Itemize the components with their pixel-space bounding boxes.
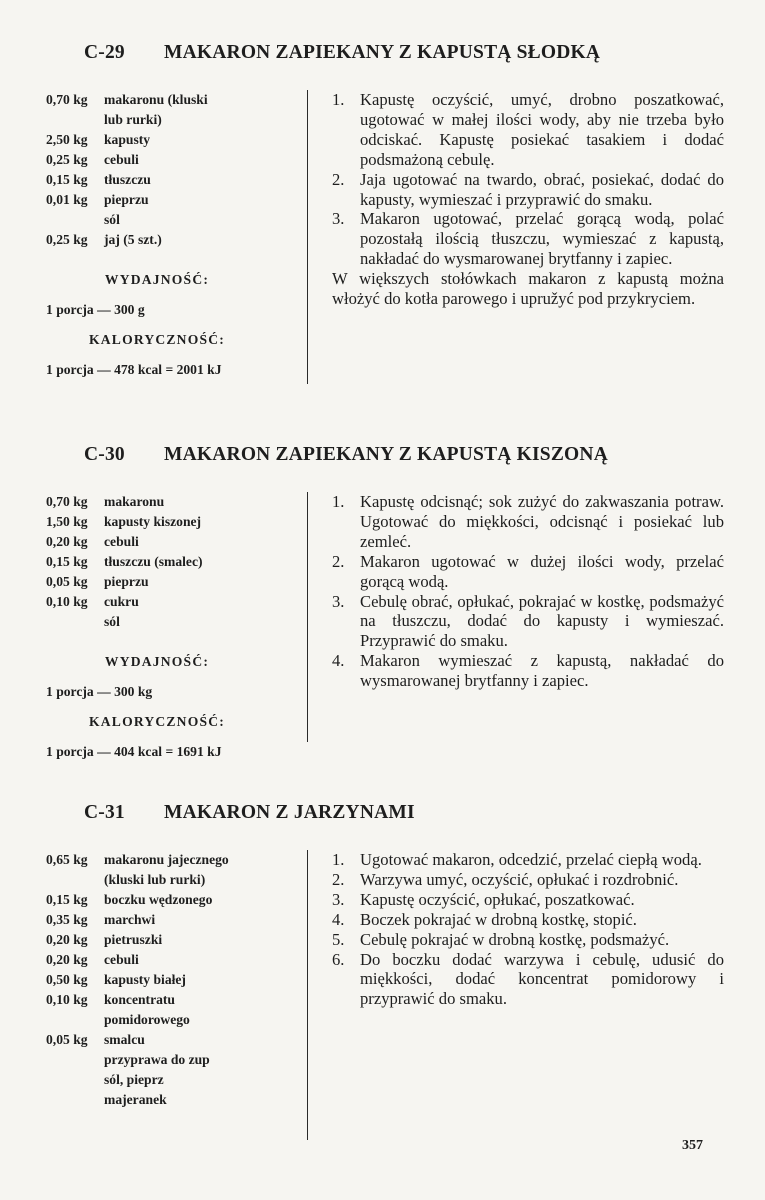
ingredient-name: marchwi xyxy=(104,912,156,927)
ingredient-row xyxy=(46,910,296,930)
step-text: Cebulę obrać, opłukać, pokrajać w kostkę, podsmażyć na tłuszczu, dodać do kapusty i wymieszać. Przyprawić do smaku. xyxy=(360,591,724,651)
ingredient-row xyxy=(46,572,296,592)
recipe-code: C-31 xyxy=(84,802,125,823)
ingredient-row xyxy=(46,230,296,250)
ingredient-quantity: 0,65 kg xyxy=(46,852,88,867)
ingredient-row xyxy=(46,110,296,130)
ingredient-quantity: 0,70 kg xyxy=(46,494,88,509)
ingredient-quantity: 0,15 kg xyxy=(46,554,88,569)
step-number: 2. xyxy=(332,869,345,889)
recipe-title xyxy=(84,440,608,470)
ingredient-quantity: 1,50 kg xyxy=(46,514,88,529)
instruction-step xyxy=(332,492,724,552)
ingredient-quantity xyxy=(46,1010,104,1030)
step-text: Warzywa umyć, oczyścić, opłukać i rozdrobnić. xyxy=(360,869,679,889)
column-divider xyxy=(307,90,308,384)
ingredient-name: kapusty kiszonej xyxy=(104,514,202,529)
calorie-label: KALORYCZNOŚĆ: xyxy=(89,714,225,729)
yield-label: WYDAJNOŚĆ: xyxy=(104,654,210,669)
ingredient-quantity: 0,20 kg xyxy=(46,534,88,549)
ingredient-quantity xyxy=(46,110,104,130)
instruction-step xyxy=(332,870,724,890)
ingredient-name: sól xyxy=(104,212,120,227)
ingredient-name: tłuszczu (smalec) xyxy=(104,554,203,569)
ingredient-quantity: 0,01 kg xyxy=(46,192,88,207)
step-number: 3. xyxy=(332,889,345,909)
yield-value: 1 porcja — 300 g xyxy=(46,302,145,317)
instruction-step xyxy=(332,592,724,652)
ingredient-name: kapusty białej xyxy=(104,972,186,987)
ingredient-name: cukru xyxy=(104,594,139,609)
ingredient-quantity: 0,25 kg xyxy=(46,152,88,167)
step-number: 1. xyxy=(332,850,345,869)
calorie-value: 1 porcja — 404 kcal = 1691 kJ xyxy=(46,744,222,759)
step-text: Ugotować makaron, odcedzić, przelać ciepłą wodą. xyxy=(360,850,702,869)
recipe-name: MAKARON ZAPIEKANY Z KAPUSTĄ SŁODKĄ xyxy=(164,42,601,63)
ingredient-quantity: 2,50 kg xyxy=(46,132,88,147)
ingredient-name: cebuli xyxy=(104,534,139,549)
ingredient-quantity: 0,05 kg xyxy=(46,574,88,589)
ingredient-name: cebuli xyxy=(104,152,139,167)
ingredient-quantity xyxy=(46,1090,104,1110)
ingredient-quantity: 0,50 kg xyxy=(46,972,88,987)
recipe-name: MAKARON Z JARZYNAMI xyxy=(164,802,415,823)
step-number: 6. xyxy=(332,949,345,969)
instruction-step xyxy=(332,890,724,910)
ingredient-name: (kluski lub rurki) xyxy=(104,872,206,887)
instruction-step xyxy=(332,651,724,691)
instruction-step xyxy=(332,930,724,950)
column-divider xyxy=(307,492,308,742)
ingredient-name: majeranek xyxy=(104,1092,167,1107)
ingredient-quantity xyxy=(46,870,104,890)
ingredient-row xyxy=(46,130,296,150)
ingredient-row xyxy=(46,492,296,512)
ingredient-quantity xyxy=(46,1070,104,1090)
ingredient-row xyxy=(46,1010,296,1030)
ingredient-quantity: 0,70 kg xyxy=(46,92,88,107)
ingredient-name: koncentratu xyxy=(104,992,175,1007)
ingredient-name: pieprzu xyxy=(104,574,149,589)
ingredients-column xyxy=(46,90,296,390)
ingredient-name: pomidorowego xyxy=(104,1012,190,1027)
recipe-code: C-30 xyxy=(84,444,125,465)
ingredient-row xyxy=(46,552,296,572)
ingredient-name: przyprawa do zup xyxy=(104,1052,210,1067)
step-number: 2. xyxy=(332,169,345,189)
step-text: Kapustę odcisnąć; sok zużyć do zakwaszania potraw. Ugotować do miękkości, odcisnąć i posiekać lub zemleć. xyxy=(360,492,724,551)
ingredient-name: makaronu xyxy=(104,494,165,509)
ingredient-quantity: 0,35 kg xyxy=(46,912,88,927)
ingredient-name: jaj (5 szt.) xyxy=(104,232,162,247)
step-text: Boczek pokrajać w drobną kostkę, stopić. xyxy=(360,909,637,929)
instruction-step xyxy=(332,950,724,1010)
ingredient-row xyxy=(46,512,296,532)
step-text: Kapustę oczyścić, umyć, drobno poszatkować, ugotować w małej ilości wody, aby nie trzeba było odciskać. Kapustę posiekać tasakiem i dodać podsmażoną cebulę. xyxy=(360,90,724,169)
recipe-note: W większych stołówkach makaron z kapustą można włożyć do kotła parowego i upružyć pod przykryciem. xyxy=(332,269,724,309)
ingredient-name: pietruszki xyxy=(104,932,163,947)
instructions-column xyxy=(332,850,724,1009)
step-number: 1. xyxy=(332,492,345,511)
ingredient-row xyxy=(46,532,296,552)
ingredient-name: smalcu xyxy=(104,1032,145,1047)
step-text: Jaja ugotować na twardo, obrać, posiekać, dodać do kapusty, wymieszać i przyprawić do smaku. xyxy=(360,169,724,209)
ingredient-name: boczku wędzonego xyxy=(104,892,213,907)
step-text: Makaron ugotować, przelać gorącą wodą, polać pozostałą ilością tłuszczu, wymieszać z kapustą, nakładać do wysmarowanej brytfanny i zapiec. xyxy=(360,209,724,269)
recipe-code: C-29 xyxy=(84,42,125,63)
ingredient-row xyxy=(46,1050,296,1070)
ingredients-column xyxy=(46,850,296,1110)
recipe-name: MAKARON ZAPIEKANY Z KAPUSTĄ KISZONĄ xyxy=(164,444,608,465)
ingredient-row xyxy=(46,970,296,990)
ingredient-quantity: 0,15 kg xyxy=(46,172,88,187)
step-number: 1. xyxy=(332,90,345,109)
ingredient-row xyxy=(46,1070,296,1090)
instruction-step xyxy=(332,552,724,592)
calorie-value: 1 porcja — 478 kcal = 2001 kJ xyxy=(46,362,222,377)
instructions-column xyxy=(332,492,724,691)
column-divider xyxy=(307,850,308,1140)
step-text: Makaron wymieszać z kapustą, nakładać do wysmarowanej brytfanny i zapiec. xyxy=(360,651,724,691)
instruction-step xyxy=(332,90,724,170)
ingredient-row xyxy=(46,950,296,970)
step-text: Do boczku dodać warzywa i cebulę, udusić do miękkości, dodać koncentrat pomidorowy i przyprawić do smaku. xyxy=(360,949,724,1009)
ingredient-row xyxy=(46,90,296,110)
instruction-step xyxy=(332,910,724,930)
step-text: Cebulę pokrajać w drobną kostkę, podsmażyć. xyxy=(360,929,670,949)
step-text: Kapustę oczyścić, opłukać, poszatkować. xyxy=(360,889,635,909)
ingredient-row xyxy=(46,990,296,1010)
ingredient-row xyxy=(46,870,296,890)
ingredient-name: cebuli xyxy=(104,952,139,967)
step-number: 3. xyxy=(332,591,345,611)
recipe-title xyxy=(84,38,600,68)
step-number: 4. xyxy=(332,909,345,929)
ingredient-row xyxy=(46,1090,296,1110)
instructions-column xyxy=(332,90,724,309)
ingredient-name: sól xyxy=(104,614,120,629)
calorie-label: KALORYCZNOŚĆ: xyxy=(89,332,225,347)
ingredient-name: kapusty xyxy=(104,132,151,147)
ingredient-quantity: 0,25 kg xyxy=(46,232,88,247)
ingredient-row xyxy=(46,592,296,612)
ingredient-quantity: 0,05 kg xyxy=(46,1032,88,1047)
instruction-step xyxy=(332,850,724,870)
ingredient-row xyxy=(46,930,296,950)
ingredient-quantity xyxy=(46,1050,104,1070)
ingredient-quantity xyxy=(46,210,104,230)
ingredient-row xyxy=(46,890,296,910)
ingredient-quantity: 0,15 kg xyxy=(46,892,88,907)
ingredient-row xyxy=(46,170,296,190)
ingredient-name: sól, pieprz xyxy=(104,1072,164,1087)
ingredient-name: makaronu (kluski xyxy=(104,92,208,107)
step-number: 4. xyxy=(332,651,345,671)
ingredient-quantity: 0,10 kg xyxy=(46,992,88,1007)
ingredient-row xyxy=(46,150,296,170)
step-text: Makaron ugotować w dużej ilości wody, przelać gorącą wodą. xyxy=(360,551,724,591)
step-number: 3. xyxy=(332,209,345,229)
ingredient-name: pieprzu xyxy=(104,192,149,207)
ingredient-name: lub rurki) xyxy=(104,112,162,127)
page-number: 357 xyxy=(682,1138,703,1153)
ingredient-quantity: 0,10 kg xyxy=(46,594,88,609)
ingredient-row xyxy=(46,210,296,230)
instruction-step xyxy=(332,170,724,210)
ingredient-row xyxy=(46,1030,296,1050)
ingredient-row xyxy=(46,190,296,210)
ingredients-column xyxy=(46,492,296,772)
ingredient-row xyxy=(46,850,296,870)
instruction-step xyxy=(332,209,724,269)
yield-label: WYDAJNOŚĆ: xyxy=(104,272,210,287)
ingredient-quantity: 0,20 kg xyxy=(46,952,88,967)
ingredient-row xyxy=(46,612,296,632)
yield-value: 1 porcja — 300 kg xyxy=(46,684,153,699)
ingredient-name: tłuszczu xyxy=(104,172,151,187)
ingredient-quantity: 0,20 kg xyxy=(46,932,88,947)
ingredient-quantity xyxy=(46,612,104,632)
step-number: 2. xyxy=(332,551,345,571)
recipe-title xyxy=(84,798,415,828)
step-number: 5. xyxy=(332,929,345,949)
ingredient-name: makaronu jajecznego xyxy=(104,852,229,867)
